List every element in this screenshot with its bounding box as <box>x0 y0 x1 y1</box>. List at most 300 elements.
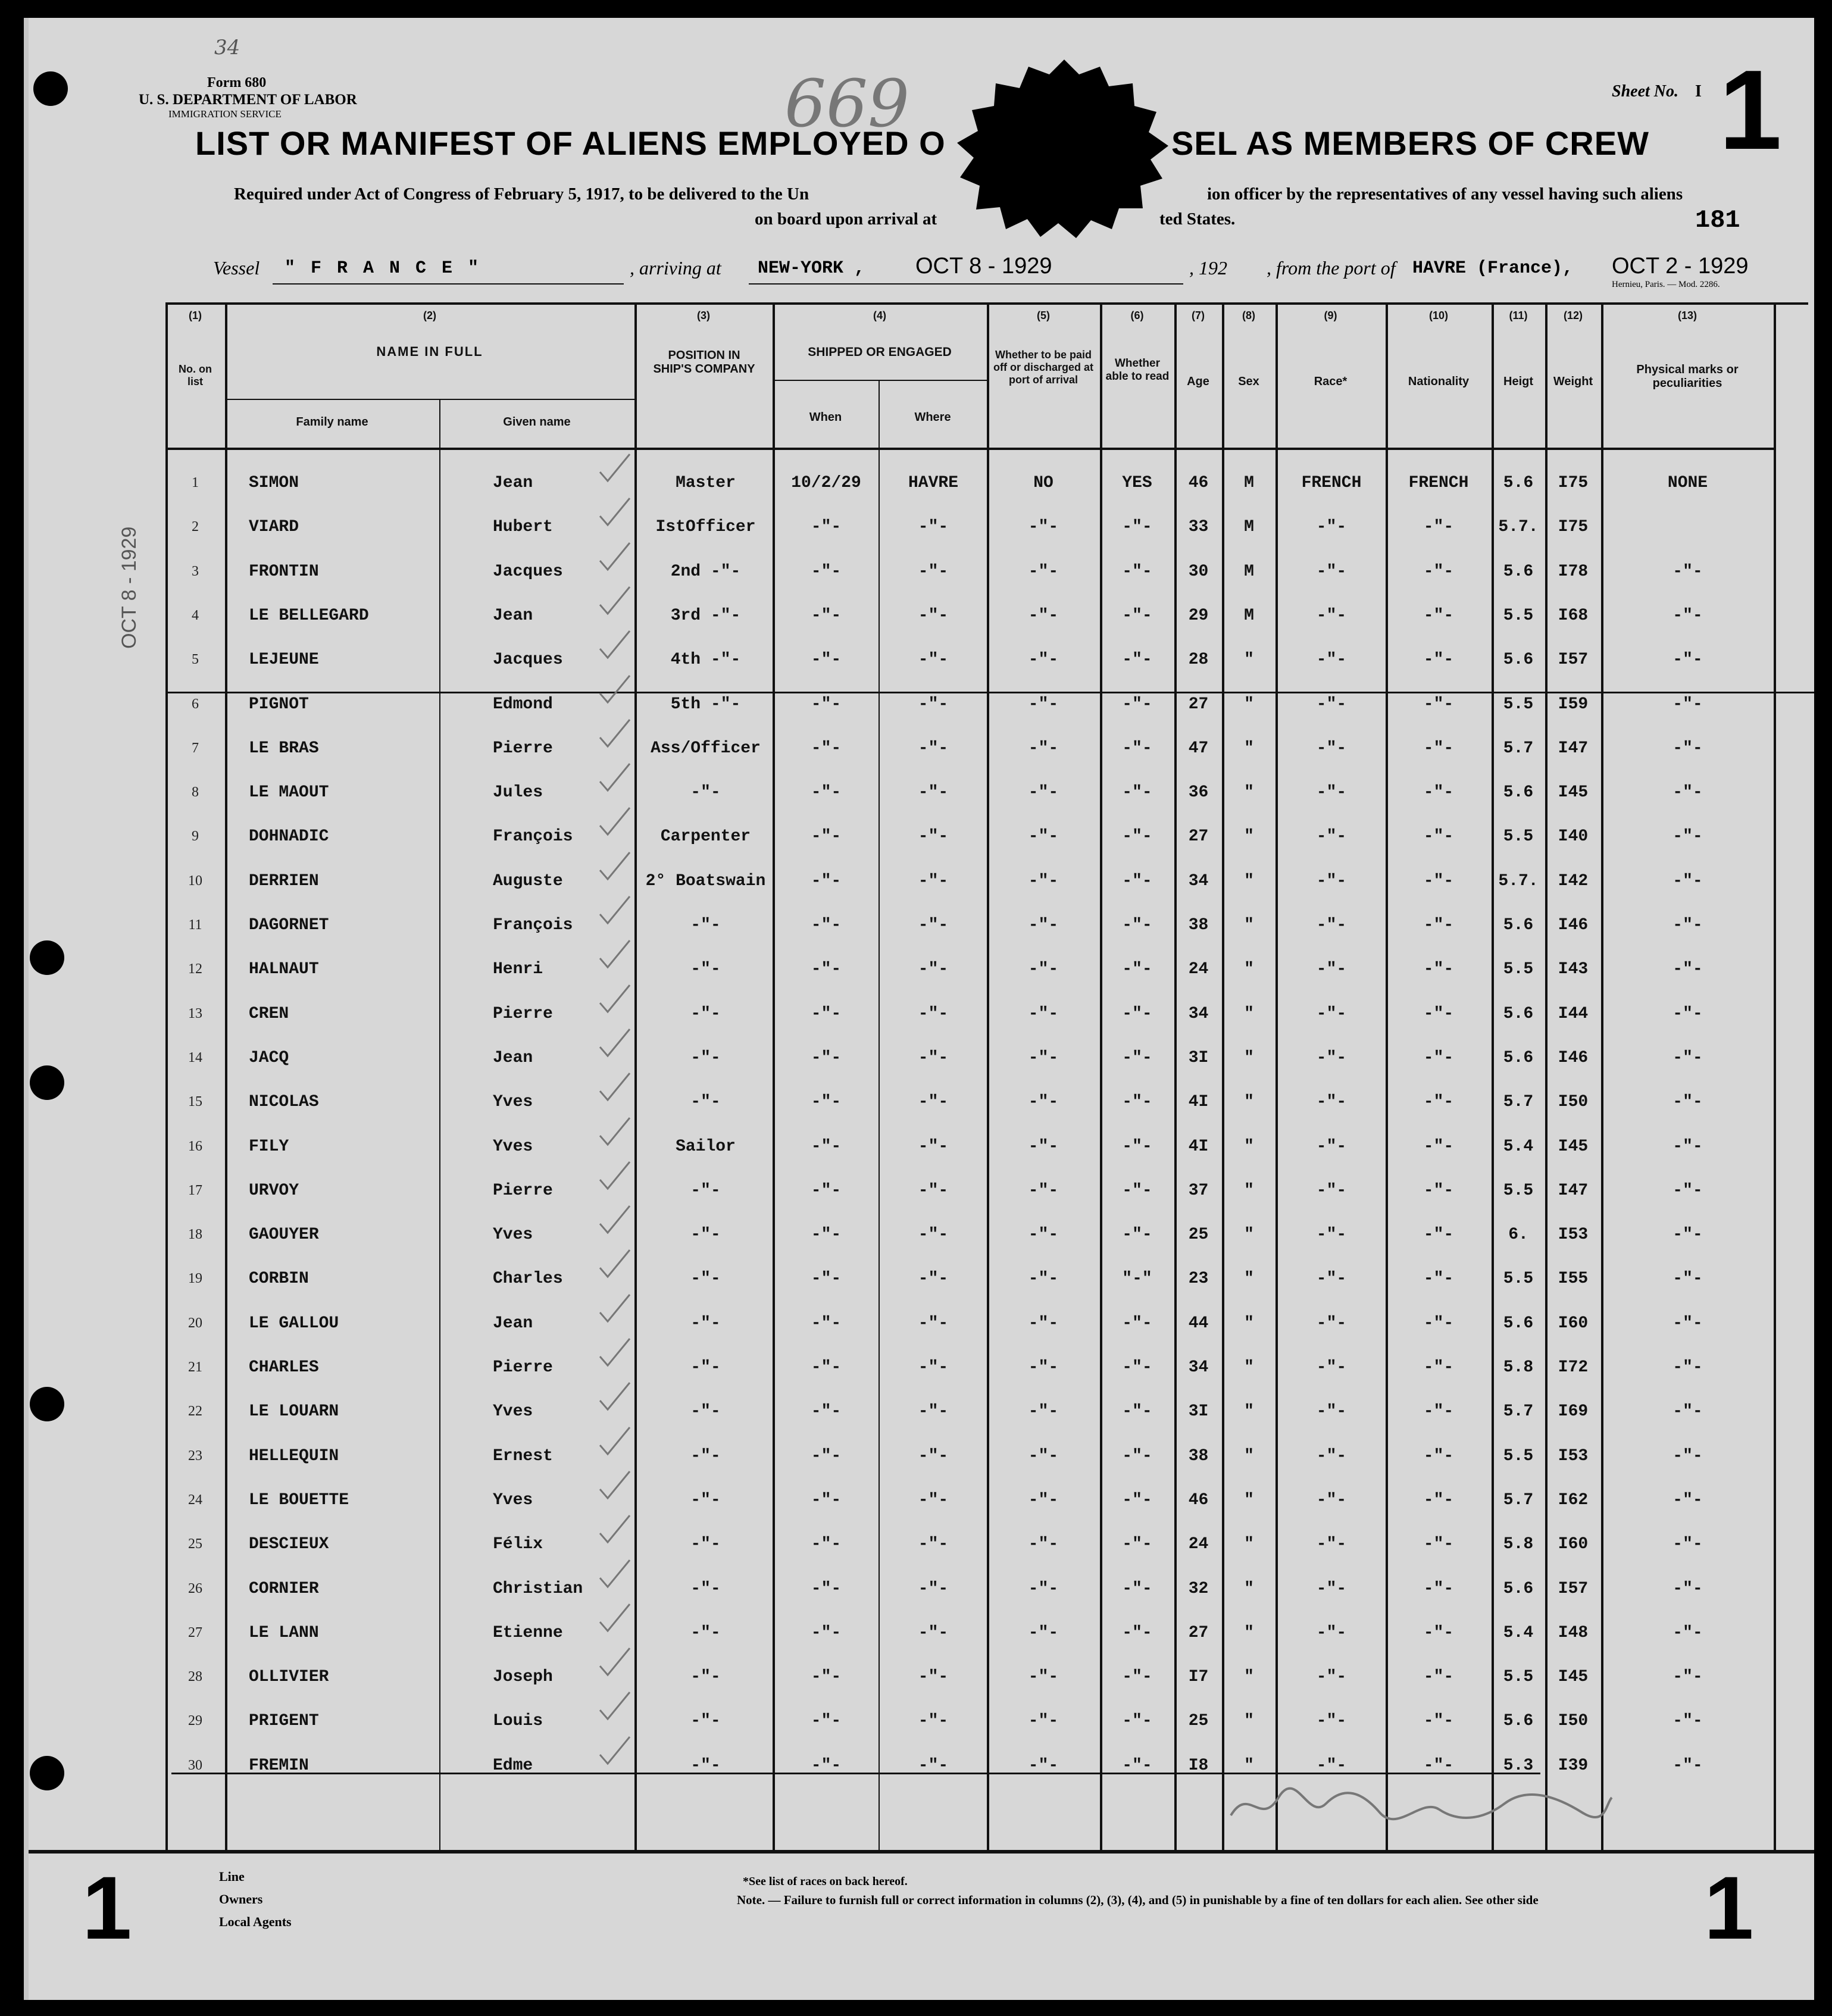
position-cell: Ass/Officer <box>651 739 761 758</box>
physical-marks-cell: -"- <box>1672 1048 1703 1067</box>
shipped-where-cell: -"- <box>918 1579 949 1598</box>
paid-off-cell: -"- <box>1028 1358 1059 1377</box>
form-number: Form 680 <box>207 75 267 90</box>
shipped-when-cell: -"- <box>811 1226 842 1245</box>
age-cell: I7 <box>1188 1668 1209 1687</box>
race-cell: -"- <box>1316 1623 1347 1642</box>
physical-marks-cell: -"- <box>1672 871 1703 890</box>
weight-cell: I48 <box>1558 1623 1589 1642</box>
height-cell: 5.5 <box>1503 827 1534 846</box>
penalty-note: Note. — Failure to furnish full or correct information in columns (2), (3), (4), and (5) in punishable by a fine of ten dollars for each alien. See other side <box>737 1893 1539 1907</box>
nationality-cell: -"- <box>1423 1623 1454 1642</box>
arrival-port: NEW-YORK , <box>758 258 865 279</box>
shipped-where-cell: -"- <box>918 1358 949 1377</box>
sex-cell: " <box>1244 1579 1254 1598</box>
able-to-read-cell: -"- <box>1122 1048 1152 1067</box>
given-name-cell: Yves <box>493 1226 533 1245</box>
given-name-cell: Christian <box>493 1579 583 1598</box>
weight-cell: I57 <box>1558 651 1589 670</box>
position-cell: -"- <box>690 916 721 934</box>
position-cell: 2nd -"- <box>670 562 741 581</box>
sex-cell: " <box>1244 783 1254 802</box>
given-name-cell: Yves <box>493 1490 533 1509</box>
handwritten-number: 669 <box>784 65 909 142</box>
sex-cell: " <box>1244 1535 1254 1554</box>
given-name-cell: Jean <box>493 606 533 625</box>
family-name-cell: PRIGENT <box>249 1712 319 1731</box>
race-cell: -"- <box>1316 518 1347 537</box>
weight-cell: I40 <box>1558 827 1589 846</box>
height-cell: 5.8 <box>1503 1535 1534 1554</box>
page-title-tail: SEL AS MEMBERS OF CREW <box>1171 124 1649 162</box>
family-name-cell: CORBIN <box>249 1270 309 1289</box>
weight-cell: I42 <box>1558 871 1589 890</box>
shipped-where-cell: -"- <box>918 695 949 714</box>
family-name-cell: LE BRAS <box>249 739 319 758</box>
paid-off-cell: -"- <box>1028 916 1059 934</box>
nationality-cell: -"- <box>1423 651 1454 670</box>
position-cell: -"- <box>690 783 721 802</box>
able-to-read-cell: -"- <box>1122 1756 1152 1775</box>
sex-cell: " <box>1244 960 1254 979</box>
check-mark-icon <box>597 1159 633 1195</box>
race-cell: -"- <box>1316 960 1347 979</box>
age-cell: 37 <box>1188 1181 1209 1200</box>
row-number-cell: 5 <box>192 652 199 668</box>
sex-cell: " <box>1244 827 1254 846</box>
weight-cell: I53 <box>1558 1226 1589 1245</box>
row-number-cell: 12 <box>188 961 202 977</box>
able-to-read-cell: -"- <box>1122 606 1152 625</box>
race-cell: FRENCH <box>1301 474 1362 492</box>
physical-marks-cell: -"- <box>1672 1668 1703 1687</box>
row-number-cell: 10 <box>188 873 202 889</box>
position-cell: -"- <box>690 1579 721 1598</box>
weight-cell: I78 <box>1558 562 1589 581</box>
position-cell: -"- <box>690 1314 721 1333</box>
height-cell: 5.8 <box>1503 1358 1534 1377</box>
given-name-cell: Pierre <box>493 739 553 758</box>
nationality-cell: -"- <box>1423 783 1454 802</box>
sex-cell: M <box>1244 518 1254 537</box>
row-number-cell: 1 <box>192 475 199 490</box>
shipped-where-cell: -"- <box>918 606 949 625</box>
col4-when: When <box>809 411 842 424</box>
age-cell: 34 <box>1188 871 1209 890</box>
col1-header: No. on list <box>179 363 212 387</box>
row-number-cell: 15 <box>188 1094 202 1110</box>
family-name-cell: DERRIEN <box>249 871 319 890</box>
age-cell: 32 <box>1188 1579 1209 1598</box>
shipped-when-cell: -"- <box>811 1535 842 1554</box>
physical-marks-cell: -"- <box>1672 1579 1703 1598</box>
shipped-where-cell: -"- <box>918 1093 949 1112</box>
height-cell: 5.5 <box>1503 695 1534 714</box>
row-number-cell: 22 <box>188 1404 202 1420</box>
punch-hole-icon <box>30 1756 64 1790</box>
nationality-cell: -"- <box>1423 1446 1454 1465</box>
family-name-cell: DESCIEUX <box>249 1535 329 1554</box>
sex-cell: " <box>1244 1668 1254 1687</box>
nationality-cell: -"- <box>1423 1181 1454 1200</box>
age-cell: 25 <box>1188 1226 1209 1245</box>
shipped-where-cell: -"- <box>918 1181 949 1200</box>
physical-marks-cell: -"- <box>1672 1004 1703 1023</box>
col4-header: SHIPPED OR ENGAGED <box>808 345 952 359</box>
position-cell: Master <box>676 474 736 492</box>
arrival-date-stamp: OCT 8 - 1929 <box>915 254 1052 279</box>
check-mark-icon <box>597 982 633 1018</box>
nationality-cell: -"- <box>1423 1756 1454 1775</box>
family-name-cell: CORNIER <box>249 1579 319 1598</box>
paid-off-cell: -"- <box>1028 562 1059 581</box>
vessel-name: " F R A N C E " <box>285 258 482 279</box>
age-cell: 34 <box>1188 1358 1209 1377</box>
position-cell: 2° Boatswain <box>645 871 766 890</box>
sex-cell: M <box>1244 474 1254 492</box>
sex-cell: " <box>1244 1490 1254 1509</box>
able-to-read-cell: -"- <box>1122 1535 1152 1554</box>
check-mark-icon <box>597 1645 633 1681</box>
paid-off-cell: -"- <box>1028 1048 1059 1067</box>
paid-off-cell: -"- <box>1028 1535 1059 1554</box>
age-cell: 3I <box>1188 1402 1209 1421</box>
nationality-cell: -"- <box>1423 1048 1454 1067</box>
height-cell: 5.6 <box>1503 783 1534 802</box>
nationality-cell: -"- <box>1423 1535 1454 1554</box>
height-cell: 5.4 <box>1503 1623 1534 1642</box>
height-cell: 5.5 <box>1503 1668 1534 1687</box>
race-cell: -"- <box>1316 1490 1347 1509</box>
check-mark-icon <box>597 1026 633 1062</box>
family-name-cell: CHARLES <box>249 1358 319 1377</box>
weight-cell: I59 <box>1558 695 1589 714</box>
bottom-right-mark: 1 <box>1704 1858 1754 1958</box>
check-mark-icon <box>597 1734 633 1770</box>
race-cell: -"- <box>1316 783 1347 802</box>
shipped-when-cell: -"- <box>811 739 842 758</box>
shipped-where-cell: -"- <box>918 916 949 934</box>
family-name-cell: FREMIN <box>249 1756 309 1775</box>
weight-cell: I62 <box>1558 1490 1589 1509</box>
physical-marks-cell: -"- <box>1672 1314 1703 1333</box>
shipped-when-cell: -"- <box>811 651 842 670</box>
nationality-cell: -"- <box>1423 1004 1454 1023</box>
check-mark-icon <box>597 495 633 531</box>
family-name-cell: LE MAOUT <box>249 783 329 802</box>
punch-hole-icon <box>33 71 68 106</box>
height-cell: 5.6 <box>1503 1712 1534 1731</box>
age-cell: 46 <box>1188 1490 1209 1509</box>
age-cell: 24 <box>1188 960 1209 979</box>
age-cell: 4I <box>1188 1093 1209 1112</box>
col8-number: (8) <box>1242 310 1255 321</box>
corner-handwriting: 34 <box>214 36 240 60</box>
paid-off-cell: -"- <box>1028 739 1059 758</box>
weight-cell: I60 <box>1558 1314 1589 1333</box>
sex-cell: " <box>1244 1756 1254 1775</box>
shipped-where-cell: -"- <box>918 1314 949 1333</box>
col9-header: Race* <box>1314 375 1348 388</box>
height-cell: 5.6 <box>1503 1048 1534 1067</box>
paid-off-cell: -"- <box>1028 1226 1059 1245</box>
nationality-cell: -"- <box>1423 1137 1454 1156</box>
given-name-cell: Jacques <box>493 651 563 670</box>
height-cell: 5.6 <box>1503 651 1534 670</box>
race-cell: -"- <box>1316 1668 1347 1687</box>
family-name-cell: FRONTIN <box>249 562 319 581</box>
physical-marks-cell: -"- <box>1672 1137 1703 1156</box>
race-cell: -"- <box>1316 606 1347 625</box>
position-cell: -"- <box>690 960 721 979</box>
family-name-cell: LE GALLOU <box>249 1314 339 1333</box>
height-cell: 5.6 <box>1503 916 1534 934</box>
shipped-when-cell: -"- <box>811 960 842 979</box>
shipped-when-cell: -"- <box>811 1270 842 1289</box>
weight-cell: I57 <box>1558 1579 1589 1598</box>
paid-off-cell: -"- <box>1028 1490 1059 1509</box>
shipped-where-cell: -"- <box>918 1048 949 1067</box>
crew-table-body <box>29 18 1814 2000</box>
col5-number: (5) <box>1037 310 1050 321</box>
able-to-read-cell: -"- <box>1122 827 1152 846</box>
position-cell: -"- <box>690 1402 721 1421</box>
col2-number: (2) <box>423 310 436 321</box>
year-label: , 192 <box>1189 257 1227 279</box>
sex-cell: " <box>1244 739 1254 758</box>
shipped-when-cell: -"- <box>811 1446 842 1465</box>
sex-cell: " <box>1244 1446 1254 1465</box>
shipped-where-cell: -"- <box>918 651 949 670</box>
service: IMMIGRATION SERVICE <box>168 108 282 120</box>
race-cell: -"- <box>1316 695 1347 714</box>
paid-off-cell: -"- <box>1028 871 1059 890</box>
race-cell: -"- <box>1316 1712 1347 1731</box>
printer-mark: Hernieu, Paris. — Mod. 2286. <box>1612 280 1720 289</box>
given-name-cell: Jean <box>493 474 533 492</box>
row-number-cell: 9 <box>192 829 199 845</box>
age-cell: 30 <box>1188 562 1209 581</box>
side-date-stamp: OCT 8 - 1929 <box>118 526 140 649</box>
nationality-cell: -"- <box>1423 1712 1454 1731</box>
row-number-cell: 16 <box>188 1138 202 1154</box>
position-cell: -"- <box>690 1446 721 1465</box>
footer-line-label: Line <box>219 1869 245 1884</box>
col11-header: Heigt <box>1503 375 1533 388</box>
sex-cell: " <box>1244 916 1254 934</box>
family-name-cell: NICOLAS <box>249 1093 319 1112</box>
shipped-when-cell: -"- <box>811 695 842 714</box>
position-cell: 5th -"- <box>670 695 741 714</box>
row-number-cell: 26 <box>188 1580 202 1596</box>
physical-marks-cell: NONE <box>1667 474 1708 492</box>
paid-off-cell: -"- <box>1028 1137 1059 1156</box>
race-cell: -"- <box>1316 1226 1347 1245</box>
race-cell: -"- <box>1316 1004 1347 1023</box>
height-cell: 5.7 <box>1503 739 1534 758</box>
shipped-where-cell: -"- <box>918 739 949 758</box>
nationality-cell: -"- <box>1423 606 1454 625</box>
position-cell: Sailor <box>676 1137 736 1156</box>
paid-off-cell: -"- <box>1028 1668 1059 1687</box>
given-name-cell: Pierre <box>493 1181 553 1200</box>
family-name-cell: OLLIVIER <box>249 1668 329 1687</box>
paid-off-cell: -"- <box>1028 1004 1059 1023</box>
height-cell: 5.5 <box>1503 1446 1534 1465</box>
paid-off-cell: -"- <box>1028 1402 1059 1421</box>
age-cell: 33 <box>1188 518 1209 537</box>
age-cell: 38 <box>1188 916 1209 934</box>
nationality-cell: -"- <box>1423 1093 1454 1112</box>
family-name-cell: GAOUYER <box>249 1226 319 1245</box>
sex-cell: " <box>1244 1048 1254 1067</box>
shipped-when-cell: -"- <box>811 1668 842 1687</box>
nationality-cell: -"- <box>1423 695 1454 714</box>
col1-number: (1) <box>189 310 202 321</box>
department: U. S. DEPARTMENT OF LABOR <box>139 92 357 108</box>
given-name-cell: Edmond <box>493 695 553 714</box>
race-cell: -"- <box>1316 739 1347 758</box>
col7-header: Age <box>1187 375 1209 388</box>
able-to-read-cell: -"- <box>1122 916 1152 934</box>
able-to-read-cell: -"- <box>1122 1137 1152 1156</box>
family-name-cell: LE LOUARN <box>249 1402 339 1421</box>
shipped-where-cell: HAVRE <box>908 474 958 492</box>
check-mark-icon <box>597 849 633 885</box>
paid-off-cell: -"- <box>1028 783 1059 802</box>
position-cell: -"- <box>690 1270 721 1289</box>
given-name-cell: François <box>493 827 573 846</box>
given-name-cell: Yves <box>493 1137 533 1156</box>
row-number-cell: 29 <box>188 1713 202 1729</box>
age-cell: 29 <box>1188 606 1209 625</box>
given-name-cell: Henri <box>493 960 543 979</box>
shipped-when-cell: -"- <box>811 1004 842 1023</box>
col2-given: Given name <box>503 415 571 429</box>
sex-cell: " <box>1244 1226 1254 1245</box>
sheet-big-number: 1 <box>1719 47 1782 173</box>
nationality-cell: FRENCH <box>1408 474 1469 492</box>
check-mark-icon <box>597 1512 633 1548</box>
able-to-read-cell: -"- <box>1122 518 1152 537</box>
departure-date: OCT 2 - 1929 <box>1612 254 1749 279</box>
nationality-cell: -"- <box>1423 1490 1454 1509</box>
race-cell: -"- <box>1316 1402 1347 1421</box>
col2-header: NAME IN FULL <box>376 344 483 359</box>
check-mark-icon <box>597 1070 633 1106</box>
shipped-where-cell: -"- <box>918 1446 949 1465</box>
age-cell: 27 <box>1188 827 1209 846</box>
race-cell: -"- <box>1316 1756 1347 1775</box>
paid-off-cell: -"- <box>1028 960 1059 979</box>
paid-off-cell: -"- <box>1028 1756 1059 1775</box>
given-name-cell: Jacques <box>493 562 563 581</box>
shipped-where-cell: -"- <box>918 1712 949 1731</box>
physical-marks-cell: -"- <box>1672 1712 1703 1731</box>
shipped-when-cell: 10/2/29 <box>791 474 861 492</box>
shipped-when-cell: -"- <box>811 916 842 934</box>
row-number-cell: 23 <box>188 1448 202 1464</box>
row-number-cell: 27 <box>188 1624 202 1640</box>
weight-cell: I43 <box>1558 960 1589 979</box>
given-name-cell: Ernest <box>493 1446 553 1465</box>
col7-number: (7) <box>1192 310 1205 321</box>
able-to-read-cell: -"- <box>1122 871 1152 890</box>
shipped-when-cell: -"- <box>811 827 842 846</box>
shipped-where-cell: -"- <box>918 1270 949 1289</box>
given-name-cell: Yves <box>493 1093 533 1112</box>
col2-family: Family name <box>296 415 368 429</box>
row-number-cell: 14 <box>188 1049 202 1065</box>
row-number-cell: 3 <box>192 563 199 579</box>
row-number-cell: 7 <box>192 740 199 756</box>
col8-header: Sex <box>1238 375 1259 388</box>
position-cell: -"- <box>690 1712 721 1731</box>
age-cell: 36 <box>1188 783 1209 802</box>
age-cell: 24 <box>1188 1535 1209 1554</box>
arriving-label: , arriving at <box>630 257 721 279</box>
race-cell: -"- <box>1316 1270 1347 1289</box>
able-to-read-cell: -"- <box>1122 1093 1152 1112</box>
weight-cell: I68 <box>1558 606 1589 625</box>
check-mark-icon <box>597 761 633 796</box>
able-to-read-cell: -"- <box>1122 562 1152 581</box>
col12-header: Weight <box>1553 375 1593 388</box>
given-name-cell: Hubert <box>493 518 553 537</box>
col10-header: Nationality <box>1408 375 1470 388</box>
age-cell: I8 <box>1188 1756 1209 1775</box>
age-cell: 3I <box>1188 1048 1209 1067</box>
race-cell: -"- <box>1316 651 1347 670</box>
nationality-cell: -"- <box>1423 1668 1454 1687</box>
physical-marks-cell: -"- <box>1672 916 1703 934</box>
sex-cell: " <box>1244 871 1254 890</box>
sex-cell: M <box>1244 562 1254 581</box>
shipped-when-cell: -"- <box>811 1712 842 1731</box>
weight-cell: I75 <box>1558 518 1589 537</box>
sex-cell: " <box>1244 1137 1254 1156</box>
weight-cell: I45 <box>1558 1137 1589 1156</box>
shipped-when-cell: -"- <box>811 562 842 581</box>
shipped-where-cell: -"- <box>918 1535 949 1554</box>
family-name-cell: LE BELLEGARD <box>249 606 369 625</box>
age-cell: 27 <box>1188 1623 1209 1642</box>
physical-marks-cell: -"- <box>1672 1358 1703 1377</box>
physical-marks-cell: -"- <box>1672 783 1703 802</box>
able-to-read-cell: -"- <box>1122 1490 1152 1509</box>
physical-marks-cell: -"- <box>1672 739 1703 758</box>
weight-cell: I44 <box>1558 1004 1589 1023</box>
vessel-label: Vessel <box>213 257 260 279</box>
physical-marks-cell: -"- <box>1672 1446 1703 1465</box>
page-title: LIST OR MANIFEST OF ALIENS EMPLOYED O <box>195 124 946 162</box>
age-cell: 47 <box>1188 739 1209 758</box>
check-mark-icon <box>597 628 633 664</box>
physical-marks-cell: -"- <box>1672 606 1703 625</box>
physical-marks-cell: -"- <box>1672 1623 1703 1642</box>
shipped-when-cell: -"- <box>811 1579 842 1598</box>
height-cell: 5.7 <box>1503 1093 1534 1112</box>
race-cell: -"- <box>1316 1181 1347 1200</box>
physical-marks-cell: -"- <box>1672 1270 1703 1289</box>
race-cell: -"- <box>1316 562 1347 581</box>
nationality-cell: -"- <box>1423 1226 1454 1245</box>
age-cell: 27 <box>1188 695 1209 714</box>
weight-cell: I47 <box>1558 739 1589 758</box>
row-number-cell: 25 <box>188 1536 202 1552</box>
given-name-cell: Charles <box>493 1270 563 1289</box>
given-name-cell: Auguste <box>493 871 563 890</box>
